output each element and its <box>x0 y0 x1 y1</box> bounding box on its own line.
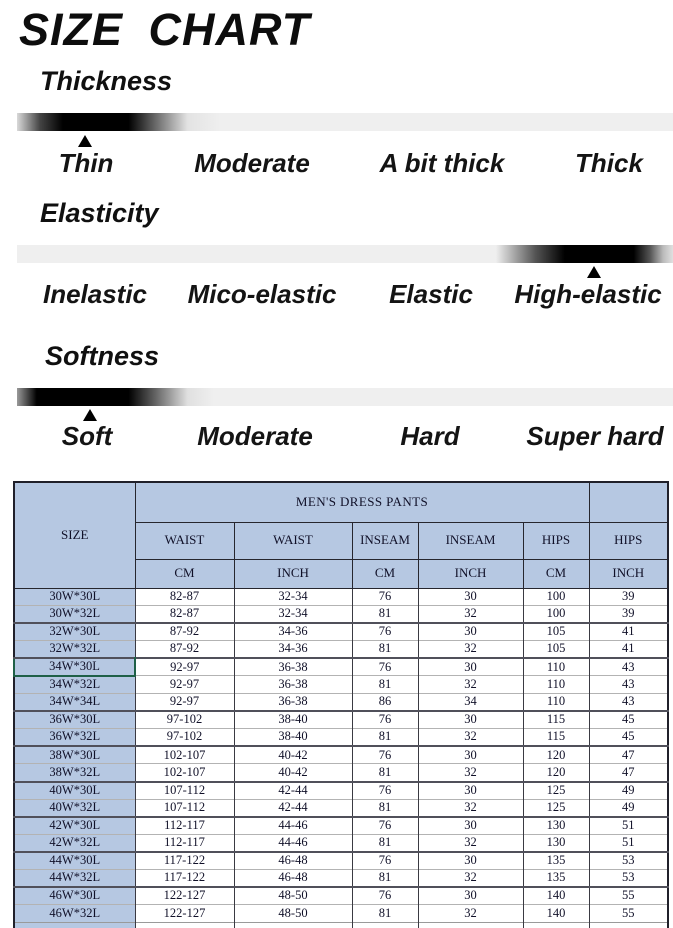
value-cell: 120 <box>523 746 589 764</box>
value-cell: 48-50 <box>234 905 352 923</box>
value-cell: 76 <box>352 746 418 764</box>
thickness-gradient-bar <box>17 113 673 131</box>
size-cell: 42W*32L <box>14 834 135 852</box>
value-cell: 32 <box>418 606 523 624</box>
elasticity-scale-title: Elasticity <box>40 198 159 228</box>
value-cell: 45 <box>589 711 668 729</box>
partial-table-row <box>14 922 668 928</box>
value-cell: 92-97 <box>135 694 234 712</box>
value-cell: 92-97 <box>135 658 234 676</box>
value-cell: 32 <box>418 834 523 852</box>
value-cell: 47 <box>589 746 668 764</box>
value-cell: 112-117 <box>135 817 234 835</box>
size-table-body <box>14 588 668 928</box>
size-cell: 34W*30L <box>14 658 135 676</box>
value-cell: 100 <box>523 606 589 624</box>
value-cell: 36-38 <box>234 676 352 694</box>
softness-label-superhard: Super hard <box>526 421 664 451</box>
unit-cell: CM <box>352 559 418 588</box>
value-cell: 115 <box>523 729 589 747</box>
thickness-scale-title: Thickness <box>40 66 173 96</box>
elasticity-label-elastic: Elastic <box>389 279 473 309</box>
value-cell: 105 <box>523 641 589 659</box>
value-cell: 76 <box>352 887 418 905</box>
thickness-label-abitthick: A bit thick <box>379 148 505 178</box>
softness-marker-arrow-icon <box>83 409 97 421</box>
value-cell: 34-36 <box>234 623 352 641</box>
table-row <box>14 676 668 694</box>
value-cell: 32 <box>418 729 523 747</box>
value-cell: 135 <box>523 870 589 888</box>
value-cell: 32 <box>418 641 523 659</box>
size-cell: 38W*30L <box>14 746 135 764</box>
value-cell: 32-34 <box>234 588 352 606</box>
value-cell: 40-42 <box>234 746 352 764</box>
value-cell: 117-122 <box>135 870 234 888</box>
value-cell: 53 <box>589 852 668 870</box>
value-cell: 30 <box>418 817 523 835</box>
softness-scale-title: Softness <box>45 341 160 371</box>
table-row <box>14 623 668 641</box>
softness-label-soft: Soft <box>61 421 113 451</box>
blank-header-cell <box>589 482 668 522</box>
value-cell: 86 <box>352 694 418 712</box>
value-cell: 40-42 <box>234 764 352 782</box>
value-cell: 110 <box>523 694 589 712</box>
value-cell: 110 <box>523 676 589 694</box>
thickness-label-thin: Thin <box>58 148 114 178</box>
table-row <box>14 799 668 817</box>
value-cell: 51 <box>589 817 668 835</box>
value-cell: 46-48 <box>234 870 352 888</box>
value-cell: 76 <box>352 658 418 676</box>
softness-gradient-bar <box>17 388 673 406</box>
value-cell: 30 <box>418 746 523 764</box>
value-cell: 55 <box>589 905 668 923</box>
value-cell: 42-44 <box>234 782 352 800</box>
unit-cell: INCH <box>418 559 523 588</box>
table-group-header-row <box>14 482 668 522</box>
unit-cell: INCH <box>234 559 352 588</box>
value-cell: 81 <box>352 676 418 694</box>
value-cell: 32 <box>418 764 523 782</box>
value-cell: 53 <box>589 870 668 888</box>
thickness-marker-arrow-icon <box>78 135 92 147</box>
size-cell: 40W*30L <box>14 782 135 800</box>
value-cell: 76 <box>352 852 418 870</box>
value-cell: 34-36 <box>234 641 352 659</box>
size-cell: 32W*30L <box>14 623 135 641</box>
size-cell: 34W*32L <box>14 676 135 694</box>
value-cell: 49 <box>589 782 668 800</box>
value-cell: 122-127 <box>135 887 234 905</box>
value-cell: 102-107 <box>135 746 234 764</box>
inseam-inch-header: INSEAM <box>418 522 523 559</box>
value-cell: 122-127 <box>135 905 234 923</box>
value-cell: 82-87 <box>135 588 234 606</box>
table-group-header: MEN'S DRESS PANTS <box>135 482 589 522</box>
size-cell <box>14 922 135 928</box>
value-cell: 32 <box>418 870 523 888</box>
value-cell: 87-92 <box>135 641 234 659</box>
value-cell: 140 <box>523 905 589 923</box>
value-cell: 92-97 <box>135 676 234 694</box>
value-cell: 100 <box>523 588 589 606</box>
size-cell: 34W*34L <box>14 694 135 712</box>
size-cell: 46W*30L <box>14 887 135 905</box>
value-cell: 30 <box>418 711 523 729</box>
size-cell: 36W*30L <box>14 711 135 729</box>
value-cell: 81 <box>352 905 418 923</box>
value-cell <box>418 922 523 928</box>
table-row <box>14 694 668 712</box>
value-cell: 81 <box>352 870 418 888</box>
value-cell <box>523 922 589 928</box>
value-cell: 97-102 <box>135 729 234 747</box>
elasticity-gradient-bar <box>17 245 673 263</box>
value-cell: 112-117 <box>135 834 234 852</box>
hips-cm-header: HIPS <box>523 522 589 559</box>
value-cell: 125 <box>523 782 589 800</box>
value-cell: 81 <box>352 799 418 817</box>
elasticity-label-micoelastic: Mico-elastic <box>187 279 337 309</box>
value-cell: 125 <box>523 799 589 817</box>
value-cell: 47 <box>589 764 668 782</box>
page-title: SIZE CHART <box>19 4 311 55</box>
size-cell: 36W*32L <box>14 729 135 747</box>
size-cell: 40W*32L <box>14 799 135 817</box>
value-cell: 117-122 <box>135 852 234 870</box>
value-cell <box>589 922 668 928</box>
size-cell: 38W*32L <box>14 764 135 782</box>
elasticity-label-highelastic: High-elastic <box>514 279 662 309</box>
value-cell: 38-40 <box>234 729 352 747</box>
value-cell: 97-102 <box>135 711 234 729</box>
table-row <box>14 606 668 624</box>
table-row <box>14 817 668 835</box>
value-cell <box>234 922 352 928</box>
value-cell: 107-112 <box>135 799 234 817</box>
value-cell: 32-34 <box>234 606 352 624</box>
value-cell: 30 <box>418 782 523 800</box>
table-row <box>14 905 668 923</box>
value-cell: 81 <box>352 729 418 747</box>
size-table <box>13 481 669 928</box>
hips-inch-header: HIPS <box>589 522 668 559</box>
value-cell: 43 <box>589 694 668 712</box>
size-cell: 42W*30L <box>14 817 135 835</box>
softness-label-hard: Hard <box>400 421 460 451</box>
table-row <box>14 658 668 676</box>
unit-cell: INCH <box>589 559 668 588</box>
size-cell: 46W*32L <box>14 905 135 923</box>
table-row <box>14 746 668 764</box>
value-cell: 30 <box>418 588 523 606</box>
table-row <box>14 641 668 659</box>
table-row <box>14 588 668 606</box>
table-row <box>14 870 668 888</box>
value-cell: 41 <box>589 623 668 641</box>
table-row <box>14 852 668 870</box>
value-cell: 44-46 <box>234 834 352 852</box>
softness-label-moderate: Moderate <box>197 421 313 451</box>
value-cell: 30 <box>418 658 523 676</box>
value-cell: 87-92 <box>135 623 234 641</box>
value-cell: 51 <box>589 834 668 852</box>
elasticity-marker-arrow-icon <box>587 266 601 278</box>
value-cell: 82-87 <box>135 606 234 624</box>
value-cell: 115 <box>523 711 589 729</box>
value-cell: 76 <box>352 782 418 800</box>
size-column-header: SIZE <box>14 482 135 588</box>
inseam-cm-header: INSEAM <box>352 522 418 559</box>
value-cell: 32 <box>418 676 523 694</box>
value-cell: 102-107 <box>135 764 234 782</box>
unit-cell: CM <box>523 559 589 588</box>
value-cell: 76 <box>352 588 418 606</box>
value-cell: 107-112 <box>135 782 234 800</box>
value-cell: 49 <box>589 799 668 817</box>
value-cell: 81 <box>352 641 418 659</box>
thickness-label-thick: Thick <box>575 148 643 178</box>
table-row <box>14 729 668 747</box>
unit-cell: CM <box>135 559 234 588</box>
table-row <box>14 887 668 905</box>
size-cell: 44W*32L <box>14 870 135 888</box>
value-cell: 39 <box>589 588 668 606</box>
value-cell: 30 <box>418 887 523 905</box>
value-cell: 135 <box>523 852 589 870</box>
value-cell <box>352 922 418 928</box>
value-cell: 81 <box>352 764 418 782</box>
value-cell: 41 <box>589 641 668 659</box>
value-cell: 30 <box>418 623 523 641</box>
value-cell: 30 <box>418 852 523 870</box>
size-cell: 30W*32L <box>14 606 135 624</box>
value-cell: 120 <box>523 764 589 782</box>
size-cell: 32W*32L <box>14 641 135 659</box>
size-cell: 44W*30L <box>14 852 135 870</box>
value-cell: 76 <box>352 817 418 835</box>
table-row <box>14 764 668 782</box>
table-row <box>14 782 668 800</box>
value-cell <box>135 922 234 928</box>
value-cell: 32 <box>418 905 523 923</box>
table-row <box>14 711 668 729</box>
waist-cm-header: WAIST <box>135 522 234 559</box>
waist-inch-header: WAIST <box>234 522 352 559</box>
value-cell: 38-40 <box>234 711 352 729</box>
value-cell: 55 <box>589 887 668 905</box>
value-cell: 130 <box>523 834 589 852</box>
value-cell: 48-50 <box>234 887 352 905</box>
value-cell: 43 <box>589 658 668 676</box>
value-cell: 45 <box>589 729 668 747</box>
size-cell: 30W*30L <box>14 588 135 606</box>
value-cell: 105 <box>523 623 589 641</box>
value-cell: 140 <box>523 887 589 905</box>
value-cell: 36-38 <box>234 694 352 712</box>
value-cell: 46-48 <box>234 852 352 870</box>
value-cell: 42-44 <box>234 799 352 817</box>
elasticity-label-inelastic: Inelastic <box>42 279 148 309</box>
value-cell: 81 <box>352 606 418 624</box>
value-cell: 76 <box>352 711 418 729</box>
value-cell: 76 <box>352 623 418 641</box>
value-cell: 34 <box>418 694 523 712</box>
thickness-label-moderate: Moderate <box>194 148 310 178</box>
table-row <box>14 834 668 852</box>
value-cell: 130 <box>523 817 589 835</box>
value-cell: 36-38 <box>234 658 352 676</box>
value-cell: 44-46 <box>234 817 352 835</box>
value-cell: 43 <box>589 676 668 694</box>
value-cell: 81 <box>352 834 418 852</box>
value-cell: 32 <box>418 799 523 817</box>
value-cell: 110 <box>523 658 589 676</box>
value-cell: 39 <box>589 606 668 624</box>
